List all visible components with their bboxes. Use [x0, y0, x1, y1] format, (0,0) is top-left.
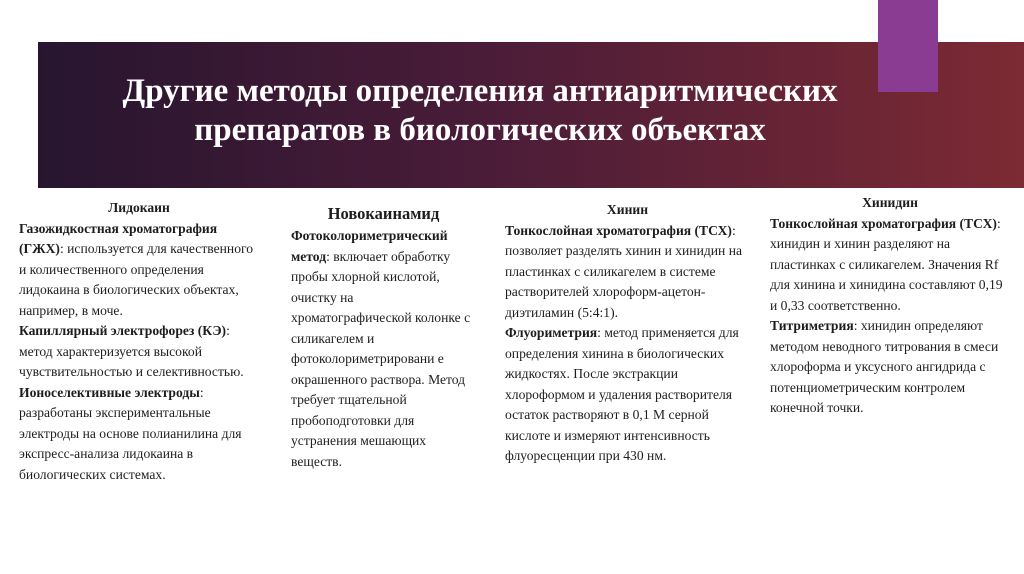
method-name: Газожидкостная хроматография (ГЖХ)	[19, 220, 218, 256]
drug-heading: Лидокаин	[108, 200, 170, 215]
method-name: Капиллярный электрофорез (КЭ)	[19, 323, 227, 338]
drug-heading: Хинидин	[862, 195, 918, 210]
method-name: Тонкослойная хроматография (ТСХ)	[505, 222, 732, 238]
method-name: Тонкослойная хроматография (ТСХ)	[770, 215, 997, 231]
column-lidocaine	[19, 198, 259, 485]
drug-heading: Хинин	[606, 202, 649, 217]
method-description: : включает обработку пробы хлорной кислотой, очистку на хроматографической колонке с силикагелем и фотоколориметрировани е окрашенного раствора. Метод требует тщательной пробоподготовки для устранения мешающих веществ.	[291, 248, 471, 469]
method-description: : используется для качественного и количественного определения лидокаина в биологических объектах, например, в моче.	[19, 241, 254, 318]
method-description: : позволяет разделять хинин и хинидин на пластинках с силикагелем в системе растворителей хлороформ-ацетон-диэтиламин (5:4:1).	[505, 222, 743, 320]
column-quinine	[505, 200, 750, 467]
method-description: : метод характеризуется высокой чувствительностью и селективностью.	[19, 323, 244, 379]
method-description: : метод применяется для определения хинина в биологических жидкостях. После экстракции хлороформом и удаления растворителя остаток растворяют в 0,1 М серной кислоте и измеряют интенсивность флуоресценции при 430 нм.	[505, 325, 739, 463]
column-quinidine	[770, 193, 1010, 419]
column-novocainamide	[291, 203, 476, 472]
method-name: Фотоколориметрический метод	[291, 228, 448, 264]
method-name: Флуориметрия	[505, 325, 598, 340]
method-description: : разработаны экспериментальные электроды на основе полианилина для экспресс-анализа лидокаина в биологических системах.	[19, 384, 242, 482]
method-description: : хинидин определяют методом неводного титрования в смеси хлороформа и уксусного ангидрида с потенциометрическим контролем конечной точки.	[770, 318, 999, 415]
drug-heading: Новокаинамид	[327, 204, 440, 223]
method-description: : хинидин и хинин разделяют на пластинках с силикагелем. Значения Rf для хинина и хинидина составляют 0,19 и 0,33 соответственно.	[770, 215, 1003, 313]
slide-title: Другие методы определения антиаритмических препаратов в биологических объектах	[122, 73, 838, 148]
method-name: Ионоселективные электроды	[19, 384, 200, 400]
method-name: Титриметрия	[770, 318, 854, 333]
